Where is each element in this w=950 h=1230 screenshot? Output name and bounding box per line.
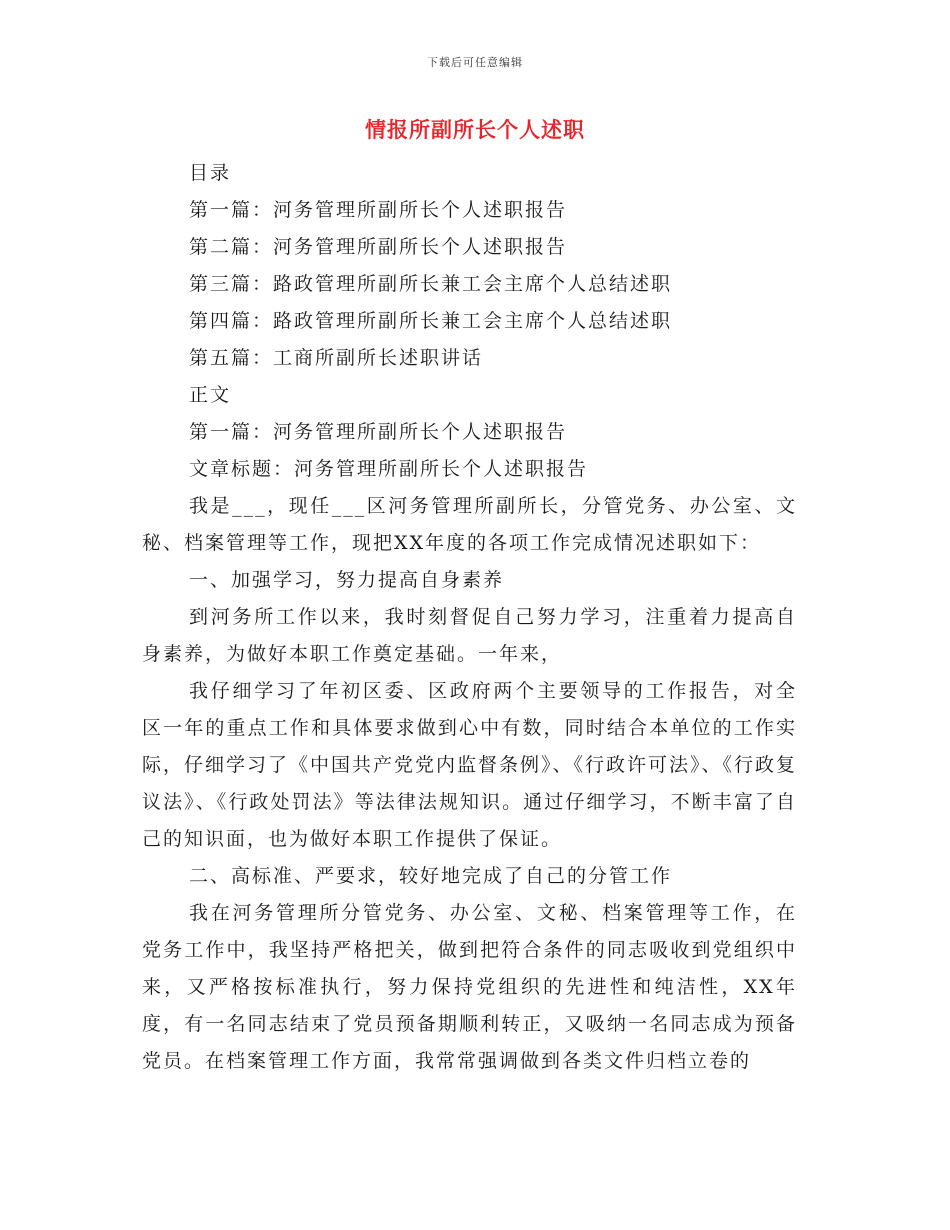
toc-item: 第三篇：路政管理所副所长兼工会主席个人总结述职	[189, 273, 673, 295]
paragraph-study-detail: 我仔细学习了年初区委、区政府两个主要领导的工作报告，对全区一年的重点工作和具体要求做到心中有数，同时结合本单位的工作实际，仔细学习了《中国共产党党内监督条例》、《行政许可法》、《行政复议法》、《行政处罚法》等法律法规知识。通过仔细学习，不断丰富了自己的知识面，也为做好本职工作提供了保证。	[142, 680, 798, 850]
paragraph-intro: 我是___，现任___区河务管理所副所长，分管党务、办公室、文秘、档案管理等工作，现把XX年度的各项工作完成情况述职如下：	[142, 495, 797, 554]
article-title: 文章标题：河务管理所副所长个人述职报告	[189, 458, 589, 480]
document-body	[142, 155, 797, 1080]
page-header-note: 下载后可任意编辑	[427, 56, 523, 69]
toc-item: 第四篇：路政管理所副所长兼工会主席个人总结述职	[189, 310, 673, 332]
toc-item: 第一篇：河务管理所副所长个人述职报告	[189, 199, 568, 221]
paragraph-work: 我在河务管理所分管党务、办公室、文秘、档案管理等工作，在党务工作中，我坚持严格把关，做到把符合条件的同志吸收到党组织中来，又严格按标准执行，努力保持党组织的先进性和纯洁性，XX年度，有一名同志结束了党员预备期顺利转正，又吸纳一名同志成为预备党员。在档案管理工作方面，我常常强调做到各类文件归档立卷的	[142, 902, 797, 1072]
subheading-study: 一、加强学习，努力提高自身素养	[189, 569, 505, 591]
body-heading: 正文	[189, 384, 232, 406]
toc-item: 第五篇：工商所副所长述职讲话	[189, 347, 484, 369]
document-title: 情报所副所长个人述职	[365, 117, 585, 142]
section-heading: 第一篇：河务管理所副所长个人述职报告	[189, 421, 568, 443]
subheading-work: 二、高标准、严要求，较好地完成了自己的分管工作	[189, 865, 673, 887]
paragraph-study: 到河务所工作以来，我时刻督促自己努力学习，注重着力提高自身素养，为做好本职工作奠定基础。一年来，	[142, 606, 797, 665]
toc-heading: 目录	[189, 162, 232, 184]
toc-item: 第二篇：河务管理所副所长个人述职报告	[189, 236, 568, 258]
